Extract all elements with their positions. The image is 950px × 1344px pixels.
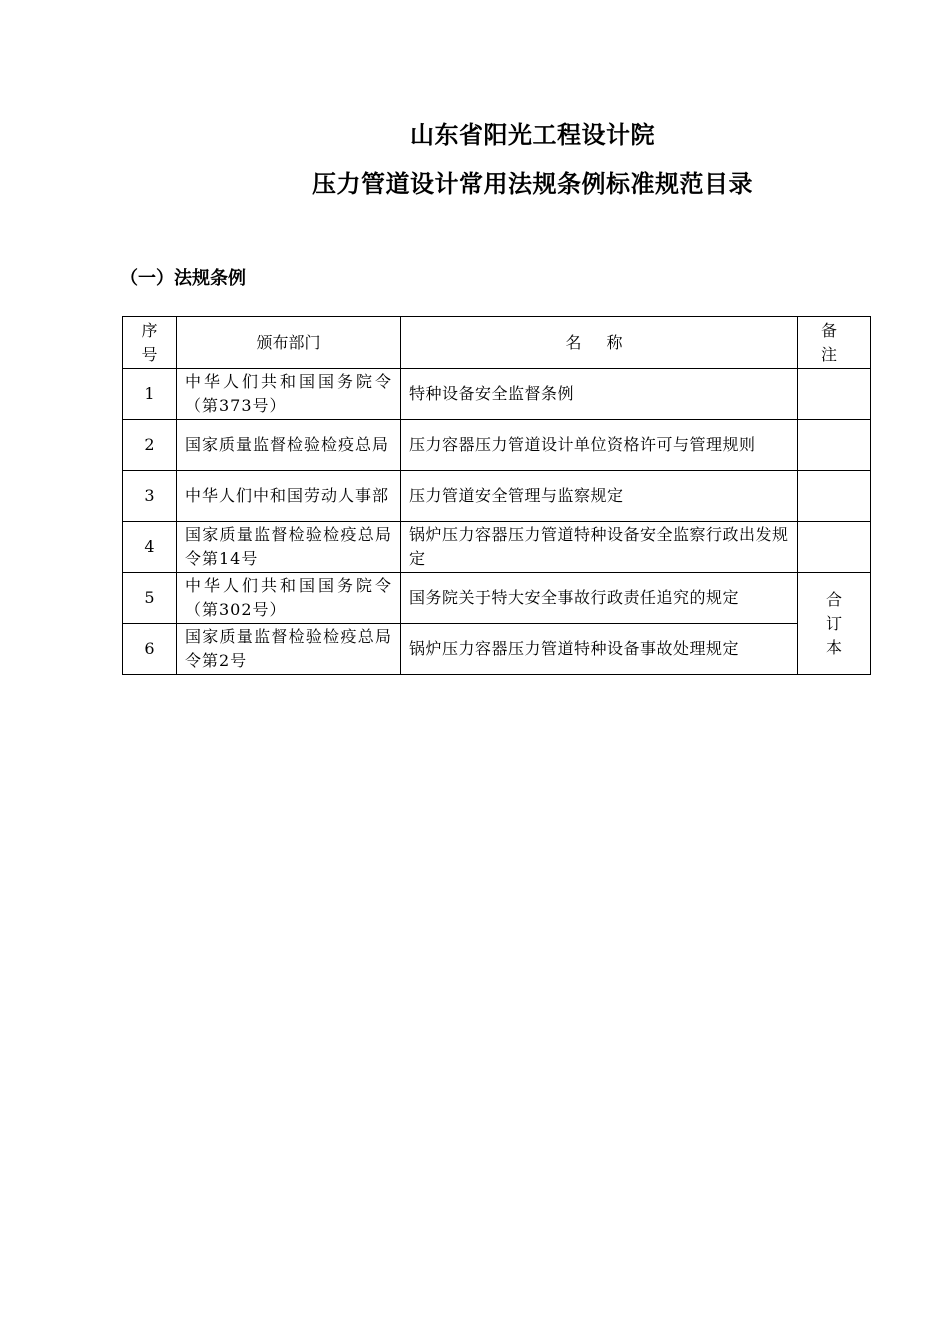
regulations-table [122, 316, 871, 675]
row-note [798, 420, 871, 471]
row-name: 锅炉压力容器压力管道特种设备安全监察行政出发规定 [401, 522, 798, 573]
row-dept: 国家质量监督检验检疫总局令第14号 [177, 522, 401, 573]
header-note: 备 注 [798, 317, 871, 369]
row-note [798, 471, 871, 522]
row-no: 2 [123, 420, 177, 471]
row-note [798, 522, 871, 573]
section-heading: （一）法规条例 [120, 268, 246, 289]
table-row [123, 369, 871, 420]
table-row [123, 420, 871, 471]
row-note-merged: 合订本 [798, 573, 871, 675]
row-no: 3 [123, 471, 177, 522]
header-dept: 颁布部门 [177, 317, 401, 369]
row-name: 国务院关于特大安全事故行政责任追究的规定 [401, 573, 798, 624]
row-name: 特种设备安全监督条例 [401, 369, 798, 420]
row-dept: 国家质量监督检验检疫总局 [177, 420, 401, 471]
table-row [123, 624, 871, 675]
org-title: 山东省阳光工程设计院 [410, 121, 655, 149]
table-header-row [123, 317, 871, 369]
row-name: 压力容器压力管道设计单位资格许可与管理规则 [401, 420, 798, 471]
row-dept: 中华人们中和国劳动人事部 [177, 471, 401, 522]
row-no: 5 [123, 573, 177, 624]
row-name: 锅炉压力容器压力管道特种设备事故处理规定 [401, 624, 798, 675]
row-name: 压力管道安全管理与监察规定 [401, 471, 798, 522]
table-row [123, 573, 871, 624]
table-row [123, 522, 871, 573]
row-no: 4 [123, 522, 177, 573]
table-row [123, 471, 871, 522]
row-no: 1 [123, 369, 177, 420]
header-no: 序号 [123, 317, 177, 369]
row-no: 6 [123, 624, 177, 675]
document-title: 压力管道设计常用法规条例标准规范目录 [312, 170, 753, 198]
row-dept: 中华人们共和国国务院令（第302号） [177, 573, 401, 624]
row-dept: 中华人们共和国国务院令（第373号） [177, 369, 401, 420]
row-dept: 国家质量监督检验检疫总局令第2号 [177, 624, 401, 675]
header-name: 名 称 [401, 317, 798, 369]
row-note [798, 369, 871, 420]
